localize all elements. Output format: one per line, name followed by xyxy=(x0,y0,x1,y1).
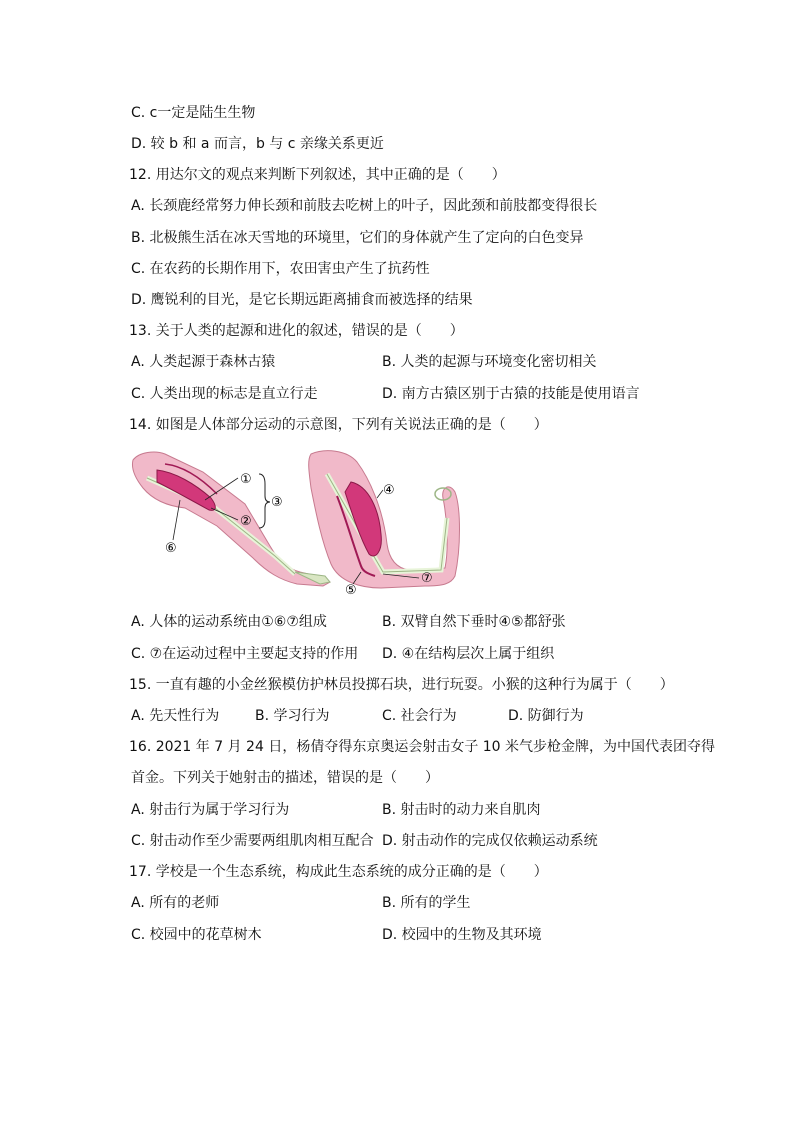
label-6: ⑥ xyxy=(165,541,177,556)
arm-movement-figure xyxy=(125,448,465,598)
q14-option-b: B. 双臂自然下垂时④⑤都舒张 xyxy=(382,614,566,630)
q12-option-a: A. 长颈鹿经常努力伸长颈和前肢去吃树上的叶子，因此颈和前肢都变得很长 xyxy=(131,198,598,214)
q13-option-b: B. 人类的起源与环境变化密切相关 xyxy=(382,354,597,370)
q13-option-c: C. 人类出现的标志是直立行走 xyxy=(131,386,318,402)
q15-option-a: A. 先天性行为 xyxy=(131,708,220,724)
q14-option-a: A. 人体的运动系统由①⑥⑦组成 xyxy=(131,614,327,630)
q14-stem: 14. 如图是人体部分运动的示意图，下列有关说法正确的是（ ） xyxy=(129,417,548,433)
q12-option-d: D. 鹰锐利的目光，是它长期远距离捕食而被选择的结果 xyxy=(131,292,473,308)
q16-stem: 16. 2021 年 7 月 24 日，杨倩夺得东京奥运会射击女子 10 米气步枪金牌，为中国代表团夺得 xyxy=(129,739,716,755)
label-4: ④ xyxy=(383,483,395,498)
label-3: ③ xyxy=(271,495,283,510)
q12-option-b: B. 北极熊生活在冰天雪地的环境里，它们的身体就产生了定向的白色变异 xyxy=(131,230,584,246)
left-arm-diagram xyxy=(132,452,330,586)
label-1: ① xyxy=(240,472,252,487)
label-7: ⑦ xyxy=(421,571,433,586)
q13-option-d: D. 南方古猿区别于古猿的技能是使用语言 xyxy=(382,386,640,402)
q15-stem: 15. 一直有趣的小金丝猴模仿护林员投掷石块，进行玩耍。小猴的这种行为属于（ ） xyxy=(129,677,674,693)
q16-option-a: A. 射击行为属于学习行为 xyxy=(131,802,290,818)
q15-option-c: C. 社会行为 xyxy=(382,708,457,724)
label-5: ⑤ xyxy=(345,583,357,598)
q15-option-b: B. 学习行为 xyxy=(255,708,330,724)
q12-stem: 12. 用达尔文的观点来判断下列叙述，其中正确的是（ ） xyxy=(129,167,506,183)
label-2: ② xyxy=(240,514,252,529)
q16-option-d: D. 射击动作的完成仅依赖运动系统 xyxy=(382,833,598,849)
q17-stem: 17. 学校是一个生态系统，构成此生态系统的成分正确的是（ ） xyxy=(129,864,548,880)
q16-option-c: C. 射击动作至少需要两组肌肉相互配合 xyxy=(131,833,374,849)
q13-option-a: A. 人类起源于森林古猿 xyxy=(131,354,276,370)
q13-stem: 13. 关于人类的起源和进化的叙述，错误的是（ ） xyxy=(129,323,464,339)
q15-option-d: D. 防御行为 xyxy=(508,708,584,724)
q11-option-c: C. c一定是陆生生物 xyxy=(131,105,256,121)
q14-option-c: C. ⑦在运动过程中主要起支持的作用 xyxy=(131,646,359,662)
q16-option-b: B. 射击时的动力来自肌肉 xyxy=(382,802,541,818)
q11-option-d: D. 较 b 和 a 而言，b 与 c 亲缘关系更近 xyxy=(131,136,384,152)
q17-option-b: B. 所有的学生 xyxy=(382,895,471,911)
right-arm-diagram xyxy=(309,451,460,598)
q17-option-a: A. 所有的老师 xyxy=(131,895,220,911)
q17-option-d: D. 校园中的生物及其环境 xyxy=(382,927,542,943)
q14-option-d: D. ④在结构层次上属于组织 xyxy=(382,646,555,662)
q12-option-c: C. 在农药的长期作用下，农田害虫产生了抗药性 xyxy=(131,261,430,277)
q16-stem-cont: 首金。下列关于她射击的描述，错误的是（ ） xyxy=(131,770,439,786)
q17-option-c: C. 校园中的花草树木 xyxy=(131,927,262,943)
